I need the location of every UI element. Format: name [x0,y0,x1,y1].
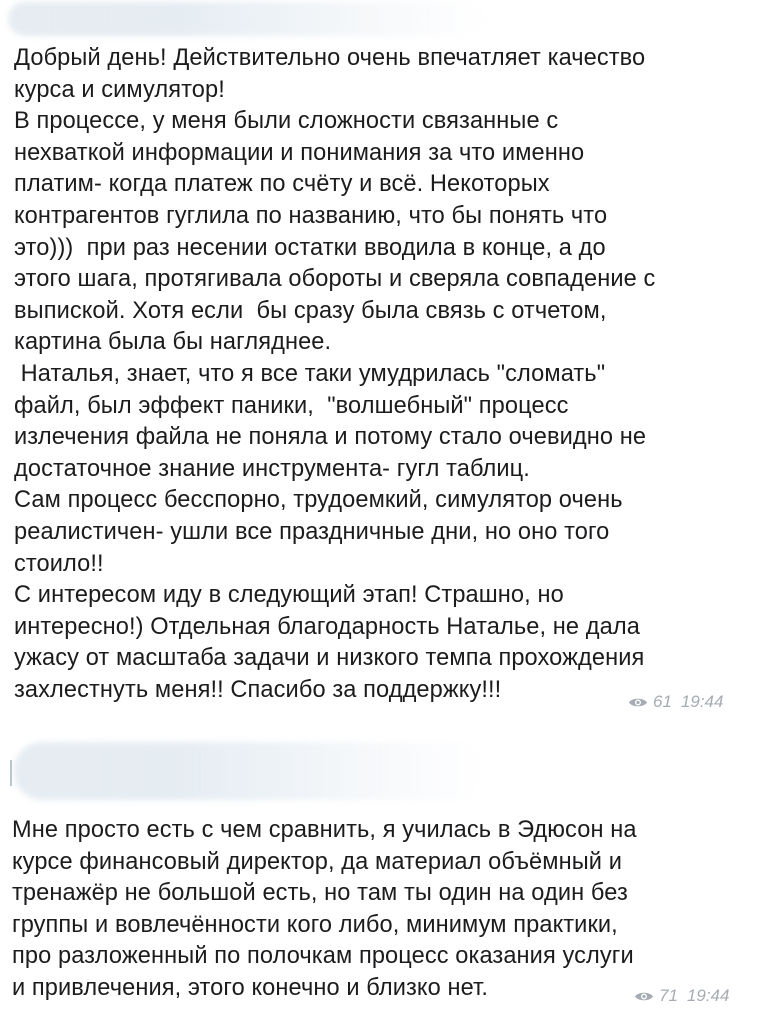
eye-icon [634,990,654,1003]
view-count: 71 [659,986,678,1005]
message-text-2: Мне просто есть с чем сравнить, я училась в Эдюсон на курсе финансовый директор, да материал объёмный и тренажёр не большой есть, но там ты один на один без группы и вовлечённости кого либо, минимум практики, про разложенный по полочкам процесс оказания услуги и привлечения, этого конечно и близко нет. [12,817,637,1001]
view-count: 61 [653,692,672,711]
message-text-1: Добрый день! Действительно очень впечатляет качество курса и симулятор! В процессе, у меня были сложности связанные с нехваткой информации и понимания за что именно платим- когда платеж по счёту и всё. Некоторых контрагентов гуглила по названию, что бы понять что это))) при раз несении остатки вводила в конце, а до этого шага, протягивала обороты и сверяла совпадение с выпиской. Хотя если бы сразу была связь с отчетом, картина была бы нагляднее. Наталья, знает, что я все таки умудрилась "сломать" файл, был эффект паники, "волшебный" процесс излечения файла не поняла и потому стало очевидно не достаточное знание инструмента- гугл таблиц. Сам процесс бесспорно, трудоемкий, симулятор очень реалистичен- ушли все праздничные дни, но оно того стоило!! С интересом иду в следующий этап! Страшно, но интересно!) Отдельная благодарность Наталье, не дала ужасу от масштаба задачи и низкого темпа прохождения захлестнуть меня!! Спасибо за поддержку!!! [14,45,656,703]
message-time: 19:44 [686,986,730,1005]
sender-name-blurred-2 [14,742,484,800]
message-time: 19:44 [680,692,724,711]
eye-icon [628,696,648,709]
message-meta-2 [634,986,729,1006]
text-cursor [10,760,12,786]
sender-name-blurred-1 [8,2,488,36]
message-meta-1 [628,692,723,712]
